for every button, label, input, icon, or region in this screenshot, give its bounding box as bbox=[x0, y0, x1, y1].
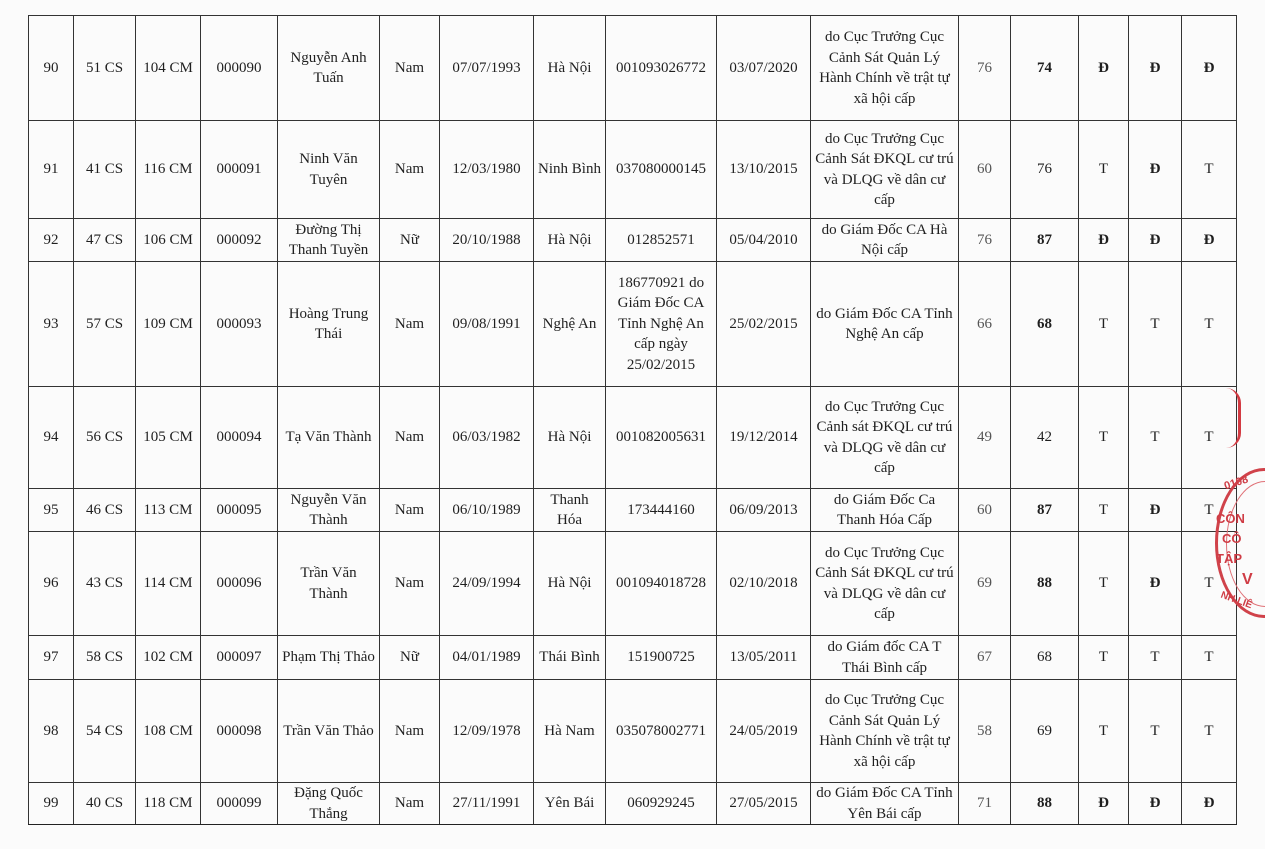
cell-stt: 99 bbox=[29, 783, 74, 825]
table-row bbox=[29, 783, 1237, 825]
cell-diem-1: 49 bbox=[959, 387, 1011, 489]
cell-ngay-cap: 19/12/2014 bbox=[717, 387, 811, 489]
cell-diem-2: 87 bbox=[1011, 489, 1079, 532]
cell-ma-so: 000092 bbox=[201, 219, 278, 262]
cell-ho-ten: Tạ Văn Thành bbox=[278, 387, 380, 489]
cell-noi-cap: do Cục Trưởng Cục Cảnh Sát Quản Lý Hành Chính về trật tự xã hội cấp bbox=[811, 16, 959, 121]
table-row bbox=[29, 532, 1237, 636]
cell-ho-ten: Nguyễn Anh Tuấn bbox=[278, 16, 380, 121]
cell-ket-qua-2: Đ bbox=[1129, 121, 1182, 219]
cell-so-bao-danh-cm: 118 CM bbox=[136, 783, 201, 825]
cell-noi-cap: do Cục Trưởng Cục Cảnh Sát ĐKQL cư trú và DLQG về dân cư cấp bbox=[811, 121, 959, 219]
cell-stt: 96 bbox=[29, 532, 74, 636]
cell-ma-so: 000095 bbox=[201, 489, 278, 532]
cell-gioi-tinh: Nam bbox=[380, 16, 440, 121]
cell-gioi-tinh: Nam bbox=[380, 783, 440, 825]
seal-text-6: NH LIÊ bbox=[1219, 589, 1254, 612]
cell-noi-sinh: Nghệ An bbox=[534, 262, 606, 387]
candidate-results-table bbox=[28, 15, 1237, 825]
seal-text-4: TẬP bbox=[1216, 551, 1242, 566]
cell-ma-so: 000099 bbox=[201, 783, 278, 825]
cell-noi-sinh: Thái Bình bbox=[534, 636, 606, 680]
cell-ngay-sinh: 06/10/1989 bbox=[440, 489, 534, 532]
cell-ket-qua-2: Đ bbox=[1129, 489, 1182, 532]
cell-so-bao-danh-cm: 109 CM bbox=[136, 262, 201, 387]
table-body bbox=[29, 16, 1237, 825]
cell-ngay-sinh: 07/07/1993 bbox=[440, 16, 534, 121]
cell-noi-cap: do Giám đốc CA T Thái Bình cấp bbox=[811, 636, 959, 680]
cell-ho-ten: Phạm Thị Thảo bbox=[278, 636, 380, 680]
cell-ngay-cap: 13/05/2011 bbox=[717, 636, 811, 680]
cell-ngay-cap: 05/04/2010 bbox=[717, 219, 811, 262]
cell-ngay-cap: 03/07/2020 bbox=[717, 16, 811, 121]
cell-ket-qua-1: T bbox=[1079, 636, 1129, 680]
cell-ngay-cap: 02/10/2018 bbox=[717, 532, 811, 636]
cell-so-bao-danh-cs: 54 CS bbox=[74, 680, 136, 783]
cell-stt: 97 bbox=[29, 636, 74, 680]
cell-noi-cap: do Cục Trưởng Cục Cảnh Sát ĐKQL cư trú và DLQG về dân cư cấp bbox=[811, 532, 959, 636]
cell-ma-so: 000097 bbox=[201, 636, 278, 680]
cell-diem-1: 76 bbox=[959, 16, 1011, 121]
cell-ket-qua-1: T bbox=[1079, 262, 1129, 387]
cell-ket-qua-3: T bbox=[1182, 121, 1237, 219]
seal-text-1: 0108 bbox=[1222, 473, 1250, 493]
cell-diem-2: 76 bbox=[1011, 121, 1079, 219]
cell-ngay-sinh: 09/08/1991 bbox=[440, 262, 534, 387]
cell-diem-2: 68 bbox=[1011, 636, 1079, 680]
seal-text-3: CÔ bbox=[1222, 531, 1242, 546]
cell-so-bao-danh-cm: 104 CM bbox=[136, 16, 201, 121]
cell-noi-cap: do Giám Đốc Ca Thanh Hóa Cấp bbox=[811, 489, 959, 532]
table-row bbox=[29, 636, 1237, 680]
cell-ket-qua-1: T bbox=[1079, 532, 1129, 636]
cell-gioi-tinh: Nam bbox=[380, 262, 440, 387]
cell-diem-1: 67 bbox=[959, 636, 1011, 680]
cell-cccd: 001093026772 bbox=[606, 16, 717, 121]
cell-ma-so: 000094 bbox=[201, 387, 278, 489]
table-row bbox=[29, 219, 1237, 262]
cell-stt: 98 bbox=[29, 680, 74, 783]
cell-ngay-cap: 24/05/2019 bbox=[717, 680, 811, 783]
cell-gioi-tinh: Nam bbox=[380, 532, 440, 636]
cell-noi-sinh: Hà Nội bbox=[534, 16, 606, 121]
cell-ket-qua-1: Đ bbox=[1079, 219, 1129, 262]
cell-ngay-cap: 06/09/2013 bbox=[717, 489, 811, 532]
cell-cccd: 151900725 bbox=[606, 636, 717, 680]
table-row bbox=[29, 680, 1237, 783]
cell-diem-1: 60 bbox=[959, 489, 1011, 532]
cell-ket-qua-3: Đ bbox=[1182, 16, 1237, 121]
cell-so-bao-danh-cm: 108 CM bbox=[136, 680, 201, 783]
cell-ngay-sinh: 20/10/1988 bbox=[440, 219, 534, 262]
cell-ket-qua-2: T bbox=[1129, 680, 1182, 783]
cell-noi-sinh: Hà Nội bbox=[534, 532, 606, 636]
cell-ket-qua-2: T bbox=[1129, 387, 1182, 489]
cell-noi-cap: do Cục Trưởng Cục Cảnh sát ĐKQL cư trú và DLQG về dân cư cấp bbox=[811, 387, 959, 489]
cell-so-bao-danh-cs: 47 CS bbox=[74, 219, 136, 262]
cell-stt: 94 bbox=[29, 387, 74, 489]
cell-diem-1: 76 bbox=[959, 219, 1011, 262]
cell-ho-ten: Nguyễn Văn Thành bbox=[278, 489, 380, 532]
cell-diem-2: 87 bbox=[1011, 219, 1079, 262]
cell-noi-sinh: Yên Bái bbox=[534, 783, 606, 825]
cell-diem-1: 58 bbox=[959, 680, 1011, 783]
table-row bbox=[29, 489, 1237, 532]
cell-ket-qua-3: T bbox=[1182, 262, 1237, 387]
cell-ket-qua-2: T bbox=[1129, 636, 1182, 680]
cell-diem-2: 74 bbox=[1011, 16, 1079, 121]
seal-text-2: CÔN bbox=[1216, 511, 1245, 526]
stamp-edge-mark bbox=[1226, 388, 1241, 448]
cell-gioi-tinh: Nam bbox=[380, 121, 440, 219]
cell-so-bao-danh-cm: 105 CM bbox=[136, 387, 201, 489]
cell-ket-qua-2: Đ bbox=[1129, 783, 1182, 825]
cell-so-bao-danh-cs: 57 CS bbox=[74, 262, 136, 387]
cell-noi-cap: do Giám Đốc CA Hà Nội cấp bbox=[811, 219, 959, 262]
cell-ngay-sinh: 06/03/1982 bbox=[440, 387, 534, 489]
cell-so-bao-danh-cm: 113 CM bbox=[136, 489, 201, 532]
cell-stt: 90 bbox=[29, 16, 74, 121]
cell-ket-qua-3: T bbox=[1182, 489, 1237, 532]
cell-ho-ten: Trần Văn Thảo bbox=[278, 680, 380, 783]
cell-diem-1: 71 bbox=[959, 783, 1011, 825]
cell-diem-2: 42 bbox=[1011, 387, 1079, 489]
cell-noi-sinh: Hà Nam bbox=[534, 680, 606, 783]
cell-ket-qua-3: Đ bbox=[1182, 783, 1237, 825]
cell-gioi-tinh: Nam bbox=[380, 680, 440, 783]
cell-ho-ten: Đường Thị Thanh Tuyền bbox=[278, 219, 380, 262]
cell-ho-ten: Đặng Quốc Thắng bbox=[278, 783, 380, 825]
cell-gioi-tinh: Nữ bbox=[380, 636, 440, 680]
cell-diem-1: 66 bbox=[959, 262, 1011, 387]
cell-ngay-sinh: 27/11/1991 bbox=[440, 783, 534, 825]
cell-so-bao-danh-cs: 51 CS bbox=[74, 16, 136, 121]
cell-stt: 91 bbox=[29, 121, 74, 219]
cell-ket-qua-1: Đ bbox=[1079, 16, 1129, 121]
table-row bbox=[29, 121, 1237, 219]
cell-ket-qua-2: Đ bbox=[1129, 219, 1182, 262]
cell-ho-ten: Trần Văn Thành bbox=[278, 532, 380, 636]
cell-so-bao-danh-cs: 41 CS bbox=[74, 121, 136, 219]
cell-so-bao-danh-cs: 58 CS bbox=[74, 636, 136, 680]
cell-so-bao-danh-cm: 106 CM bbox=[136, 219, 201, 262]
cell-noi-sinh: Ninh Bình bbox=[534, 121, 606, 219]
cell-ket-qua-1: T bbox=[1079, 680, 1129, 783]
cell-gioi-tinh: Nam bbox=[380, 489, 440, 532]
cell-cccd: 035078002771 bbox=[606, 680, 717, 783]
cell-cccd: 001082005631 bbox=[606, 387, 717, 489]
cell-cccd: 037080000145 bbox=[606, 121, 717, 219]
cell-ket-qua-1: T bbox=[1079, 489, 1129, 532]
table-row bbox=[29, 262, 1237, 387]
cell-cccd: 001094018728 bbox=[606, 532, 717, 636]
cell-diem-1: 69 bbox=[959, 532, 1011, 636]
cell-ket-qua-3: T bbox=[1182, 680, 1237, 783]
cell-noi-sinh: Hà Nội bbox=[534, 219, 606, 262]
cell-ma-so: 000093 bbox=[201, 262, 278, 387]
cell-ket-qua-3: T bbox=[1182, 532, 1237, 636]
cell-diem-2: 68 bbox=[1011, 262, 1079, 387]
cell-so-bao-danh-cs: 40 CS bbox=[74, 783, 136, 825]
cell-ket-qua-3: T bbox=[1182, 636, 1237, 680]
cell-ket-qua-2: T bbox=[1129, 262, 1182, 387]
cell-ho-ten: Hoàng Trung Thái bbox=[278, 262, 380, 387]
cell-ket-qua-1: T bbox=[1079, 387, 1129, 489]
cell-ngay-cap: 13/10/2015 bbox=[717, 121, 811, 219]
cell-ma-so: 000098 bbox=[201, 680, 278, 783]
cell-diem-2: 88 bbox=[1011, 532, 1079, 636]
cell-gioi-tinh: Nữ bbox=[380, 219, 440, 262]
cell-so-bao-danh-cm: 116 CM bbox=[136, 121, 201, 219]
cell-diem-2: 69 bbox=[1011, 680, 1079, 783]
cell-so-bao-danh-cs: 56 CS bbox=[74, 387, 136, 489]
cell-ngay-sinh: 24/09/1994 bbox=[440, 532, 534, 636]
cell-ngay-cap: 25/02/2015 bbox=[717, 262, 811, 387]
cell-ma-so: 000091 bbox=[201, 121, 278, 219]
cell-noi-cap: do Cục Trưởng Cục Cảnh Sát Quản Lý Hành Chính về trật tự xã hội cấp bbox=[811, 680, 959, 783]
cell-ngay-sinh: 04/01/1989 bbox=[440, 636, 534, 680]
cell-noi-cap: do Giám Đốc CA Tỉnh Yên Bái cấp bbox=[811, 783, 959, 825]
cell-gioi-tinh: Nam bbox=[380, 387, 440, 489]
cell-so-bao-danh-cs: 46 CS bbox=[74, 489, 136, 532]
cell-ngay-sinh: 12/09/1978 bbox=[440, 680, 534, 783]
cell-ket-qua-2: Đ bbox=[1129, 532, 1182, 636]
cell-ho-ten: Ninh Văn Tuyên bbox=[278, 121, 380, 219]
cell-so-bao-danh-cm: 114 CM bbox=[136, 532, 201, 636]
cell-ket-qua-1: Đ bbox=[1079, 783, 1129, 825]
cell-ma-so: 000096 bbox=[201, 532, 278, 636]
cell-noi-sinh: Thanh Hóa bbox=[534, 489, 606, 532]
cell-cccd: 060929245 bbox=[606, 783, 717, 825]
cell-noi-cap: do Giám Đốc CA Tỉnh Nghệ An cấp bbox=[811, 262, 959, 387]
cell-ngay-cap: 27/05/2015 bbox=[717, 783, 811, 825]
cell-noi-sinh: Hà Nội bbox=[534, 387, 606, 489]
cell-cccd: 012852571 bbox=[606, 219, 717, 262]
cell-stt: 95 bbox=[29, 489, 74, 532]
cell-cccd: 173444160 bbox=[606, 489, 717, 532]
cell-stt: 93 bbox=[29, 262, 74, 387]
cell-ngay-sinh: 12/03/1980 bbox=[440, 121, 534, 219]
table-row bbox=[29, 16, 1237, 121]
seal-text-5: V bbox=[1242, 571, 1253, 588]
cell-ket-qua-3: T bbox=[1182, 387, 1237, 489]
table-row bbox=[29, 387, 1237, 489]
cell-diem-2: 88 bbox=[1011, 783, 1079, 825]
cell-stt: 92 bbox=[29, 219, 74, 262]
cell-so-bao-danh-cm: 102 CM bbox=[136, 636, 201, 680]
cell-cccd: 186770921 do Giám Đốc CA Tỉnh Nghệ An cấp ngày 25/02/2015 bbox=[606, 262, 717, 387]
cell-diem-1: 60 bbox=[959, 121, 1011, 219]
cell-ma-so: 000090 bbox=[201, 16, 278, 121]
cell-ket-qua-3: Đ bbox=[1182, 219, 1237, 262]
cell-ket-qua-2: Đ bbox=[1129, 16, 1182, 121]
cell-so-bao-danh-cs: 43 CS bbox=[74, 532, 136, 636]
cell-ket-qua-1: T bbox=[1079, 121, 1129, 219]
